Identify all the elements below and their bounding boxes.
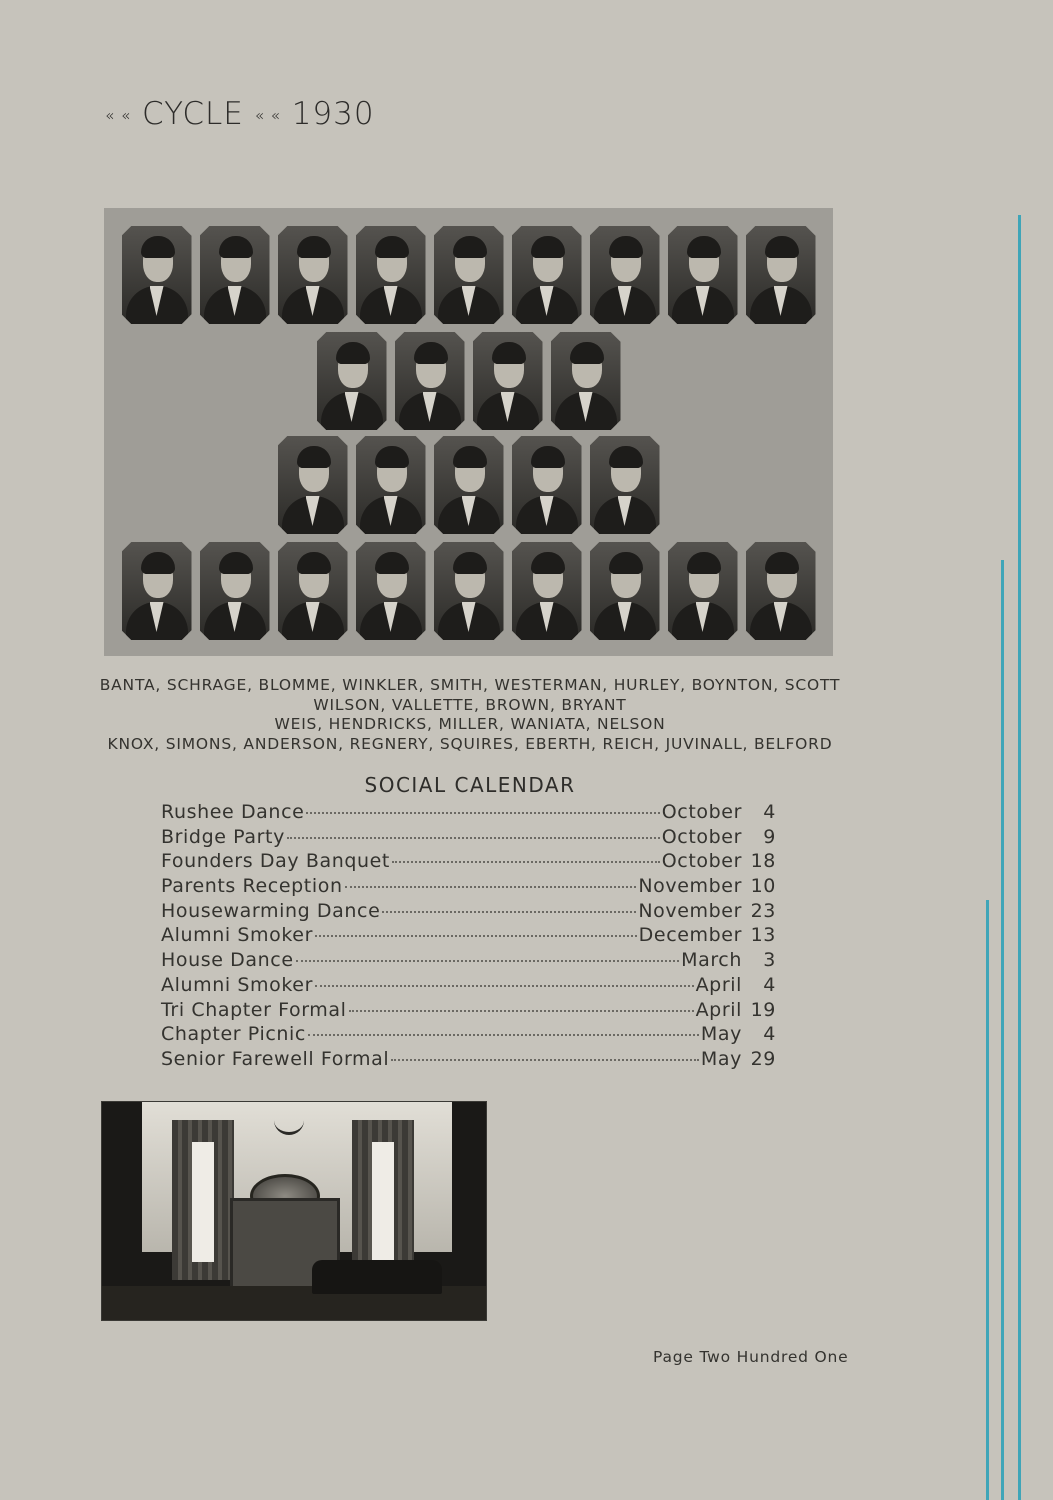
event-name: House Dance xyxy=(161,949,294,972)
event-month: October xyxy=(661,825,742,848)
event-month: May xyxy=(700,1023,742,1046)
member-portrait xyxy=(590,226,660,324)
member-portrait xyxy=(590,542,660,640)
calendar-entry xyxy=(161,999,776,1024)
dot-leader xyxy=(306,812,659,814)
member-portrait xyxy=(746,226,816,324)
event-name: Alumni Smoker xyxy=(161,924,314,947)
calendar-entry xyxy=(161,1048,776,1073)
page-number: Page Two Hundred One xyxy=(653,1348,849,1366)
names-row-2: WILSON, VALLETTE, BROWN, BRYANT xyxy=(313,695,627,714)
member-portrait xyxy=(668,542,738,640)
dot-leader xyxy=(308,1034,699,1036)
member-portrait xyxy=(551,332,621,430)
event-day: 18 xyxy=(750,850,776,873)
dot-leader xyxy=(315,935,637,937)
event-name: Housewarming Dance xyxy=(161,899,381,922)
dot-leader xyxy=(391,1059,699,1061)
calendar-entry xyxy=(161,974,776,999)
member-portrait xyxy=(122,542,192,640)
social-calendar-title: SOCIAL CALENDAR xyxy=(364,773,576,797)
event-day: 4 xyxy=(763,1023,776,1046)
calendar-entry xyxy=(161,949,776,974)
event-month: April xyxy=(695,998,742,1021)
dot-leader xyxy=(382,911,636,913)
social-calendar-list xyxy=(161,801,776,1073)
member-names xyxy=(60,676,880,754)
member-portrait xyxy=(512,226,582,324)
event-day: 4 xyxy=(763,801,776,823)
event-day: 19 xyxy=(750,998,776,1021)
member-portrait xyxy=(668,226,738,324)
chapter-house-photo xyxy=(101,1101,487,1321)
names-row-4: KNOX, SIMONS, ANDERSON, REGNERY, SQUIRES, EBERTH, REICH, JUVINALL, BELFORD xyxy=(107,734,833,753)
member-portrait xyxy=(200,542,270,640)
dot-leader xyxy=(392,861,660,863)
calendar-entry xyxy=(161,900,776,925)
member-portrait xyxy=(278,542,348,640)
chevron-ornament-mid: « « xyxy=(254,106,281,125)
member-portrait xyxy=(122,226,192,324)
event-day: 23 xyxy=(750,899,776,922)
member-portrait xyxy=(512,542,582,640)
member-portrait xyxy=(200,226,270,324)
event-month: November xyxy=(638,899,742,922)
chevron-ornament-left: « « xyxy=(105,106,132,125)
event-name: Tri Chapter Formal xyxy=(161,998,347,1021)
event-day: 29 xyxy=(750,1047,776,1070)
decorative-rule-2 xyxy=(1001,560,1004,1500)
member-portrait xyxy=(356,436,426,534)
event-month: November xyxy=(638,875,742,898)
event-name: Alumni Smoker xyxy=(161,973,314,996)
dot-leader xyxy=(345,886,637,888)
member-portrait xyxy=(434,226,504,324)
calendar-entry xyxy=(161,1023,776,1048)
dot-leader xyxy=(315,985,694,987)
member-portrait xyxy=(590,436,660,534)
member-portrait xyxy=(434,542,504,640)
member-portrait xyxy=(746,542,816,640)
member-portrait xyxy=(395,332,465,430)
calendar-entry xyxy=(161,875,776,900)
member-portrait xyxy=(473,332,543,430)
calendar-entry xyxy=(161,801,776,826)
portrait-row xyxy=(104,332,833,430)
event-name: Parents Reception xyxy=(161,875,343,898)
event-month: April xyxy=(695,973,742,996)
calendar-entry xyxy=(161,826,776,851)
calendar-entry xyxy=(161,850,776,875)
event-month: March xyxy=(681,949,742,972)
portrait-row xyxy=(104,226,833,324)
header-title: CYCLE xyxy=(141,96,244,132)
portrait-row xyxy=(104,436,833,534)
event-name: Founders Day Banquet xyxy=(161,850,390,873)
event-day: 4 xyxy=(763,973,776,996)
dot-leader xyxy=(349,1010,694,1012)
header-year: 1930 xyxy=(291,96,375,132)
page-header xyxy=(105,96,375,132)
decorative-rule-3 xyxy=(986,900,989,1500)
decorative-rule-1 xyxy=(1018,215,1021,1500)
event-day: 13 xyxy=(750,924,776,947)
event-month: December xyxy=(638,924,742,947)
event-name: Senior Farewell Formal xyxy=(161,1047,390,1070)
member-portrait xyxy=(356,542,426,640)
member-portrait xyxy=(317,332,387,430)
portrait-row xyxy=(104,542,833,640)
member-portrait xyxy=(512,436,582,534)
names-row-3: WEIS, HENDRICKS, MILLER, WANIATA, NELSON xyxy=(274,715,666,733)
event-name: Rushee Dance xyxy=(161,801,305,823)
member-portrait xyxy=(278,226,348,324)
dot-leader xyxy=(296,960,679,962)
event-month: October xyxy=(661,850,742,873)
event-day: 3 xyxy=(763,949,776,972)
event-month: May xyxy=(700,1047,742,1070)
member-portrait xyxy=(278,436,348,534)
member-portrait xyxy=(434,436,504,534)
event-name: Bridge Party xyxy=(161,825,285,848)
event-name: Chapter Picnic xyxy=(161,1023,306,1046)
names-row-1: BANTA, SCHRAGE, BLOMME, WINKLER, SMITH, WESTERMAN, HURLEY, BOYNTON, SCOTT xyxy=(99,676,841,694)
dot-leader xyxy=(287,837,660,839)
event-month: October xyxy=(661,801,742,823)
event-day: 10 xyxy=(750,875,776,898)
event-day: 9 xyxy=(763,825,776,848)
member-portrait xyxy=(356,226,426,324)
calendar-entry xyxy=(161,924,776,949)
member-portrait-composite xyxy=(104,208,833,656)
